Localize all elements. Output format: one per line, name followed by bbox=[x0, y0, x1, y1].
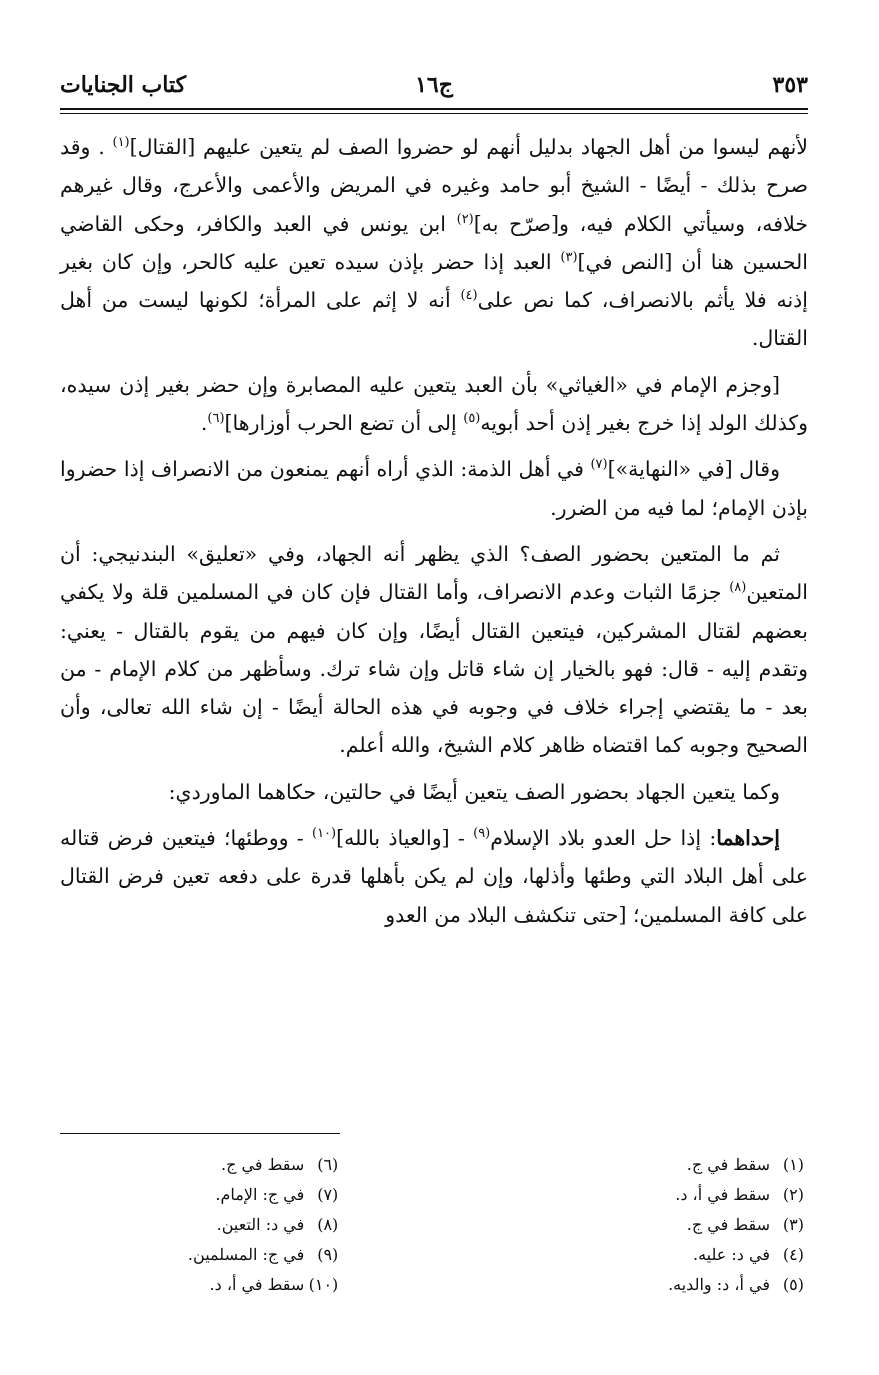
paragraph bbox=[60, 450, 808, 527]
text-run: ابن يونس في العبد والكافر، وحكى القاضي الحسين هنا أن [النص في] bbox=[60, 211, 809, 274]
paragraph bbox=[60, 773, 808, 811]
footnote-item bbox=[432, 1180, 804, 1210]
text-run: لأنهم ليسوا من أهل الجهاد بدليل أنهم لو حضروا الصف لم يتعين عليهم [القتال] bbox=[129, 135, 808, 159]
text-run: . bbox=[200, 411, 208, 436]
footnotes bbox=[60, 1150, 808, 1300]
footnote-item bbox=[432, 1270, 804, 1300]
footnote-text: سقط في أ، د. bbox=[209, 1275, 305, 1294]
footnote-item bbox=[60, 1210, 338, 1240]
footnote-number: (٤) bbox=[782, 1245, 804, 1264]
text-run: : إذا حل العدو بلاد الإسلام bbox=[490, 826, 717, 851]
volume-label: ج١٦ bbox=[415, 72, 453, 98]
text-run: أنه لا إثم على المرأة؛ لكونها ليست من أهل القتال. bbox=[60, 288, 808, 351]
footnote-reference: (١) bbox=[112, 135, 130, 151]
text-run: في أهل الذمة: الذي أراه أنهم يمنعون من الانصراف إذا حضروا بإذن الإمام؛ لما فيه من الضرر. bbox=[60, 457, 808, 520]
text-run: وكما يتعين الجهاد بحضور الصف يتعين أيضًا في حالتين، حكاهما الماوردي: bbox=[168, 779, 780, 804]
footnote-number: (٩) bbox=[317, 1245, 339, 1264]
text-run: وقال [في «النهاية»] bbox=[607, 457, 780, 482]
footnote-number: (٨) bbox=[317, 1215, 339, 1234]
text-run: جزمًا الثبات وعدم الانصراف، وأما القتال فإن كان في المسلمين قلة ولا يكفي بعضهم لقتال المشركين، فيتعين القتال أيضًا، وإن كان فيهم من يقوم بالقتال - يعني: وتقدم إليه - قال: فهو بالخيار إن شاء قاتل وإن شاء ترك. وسأظهر من كلام الإمام - من بعد - ما يقتضي إجراء خلاف في وجوبه في هذه الحالة أيضًا - إن شاء الله تعالى، وأن الصحيح وجوبه كما اقتضاه ظاهر كلام الشيخ، والله أعلم. bbox=[60, 580, 808, 758]
footnote-item bbox=[432, 1210, 804, 1240]
text-run: العبد إذا حضر بإذن سيده تعين عليه كالحر، وإن كان بغير إذنه فلا يأثم بالانصراف، كما نص على bbox=[60, 249, 809, 313]
header-rule-thin bbox=[60, 113, 808, 114]
footnote-reference: (٨) bbox=[729, 580, 747, 596]
footnote-reference: (٥) bbox=[463, 411, 481, 427]
footnote-reference: (٩) bbox=[473, 826, 491, 842]
footnote-reference: (٢) bbox=[456, 211, 474, 227]
footnote-text: سقط في أ، د. bbox=[675, 1185, 770, 1204]
footnote-separator bbox=[60, 1133, 340, 1134]
main-text bbox=[60, 128, 808, 934]
text-run: . وقد صرح بذلك - أيضًا - الشيخ أبو حامد وغيره في المريض والأعمى والأعرج، وقال غيرهم خلافه، وسيأتي الكلام فيه، و[صرّح به] bbox=[60, 135, 808, 236]
text-run: - [والعياذ بالله] bbox=[336, 826, 474, 851]
footnote-item bbox=[60, 1150, 338, 1180]
footnote-item bbox=[432, 1150, 804, 1180]
footnote-number: (٦) bbox=[317, 1155, 339, 1174]
footnote-number: (٥) bbox=[782, 1275, 804, 1294]
footnote-reference: (٦) bbox=[207, 411, 225, 427]
footnote-reference: (٤) bbox=[460, 288, 478, 304]
footnote-text: في ج: الإمام. bbox=[215, 1185, 305, 1204]
text-run: ثم ما المتعين بحضور الصف؟ الذي يظهر أنه الجهاد، وفي «تعليق» البندنيجي: أن المتعين bbox=[60, 541, 808, 605]
footnote-text: في ج: المسلمين. bbox=[187, 1245, 305, 1264]
footnote-text: سقط في ج. bbox=[686, 1155, 770, 1174]
footnote-reference: (٣) bbox=[560, 250, 578, 266]
paragraph bbox=[60, 535, 808, 765]
header-rule-thick bbox=[60, 108, 808, 110]
running-header bbox=[60, 64, 808, 106]
footnotes-column-left bbox=[60, 1150, 432, 1300]
footnote-text: في أ، د: والديه. bbox=[668, 1275, 770, 1294]
footnote-number: (١٠) bbox=[308, 1275, 339, 1294]
book-page bbox=[60, 64, 808, 942]
paragraph bbox=[60, 366, 808, 443]
footnote-item bbox=[60, 1270, 338, 1300]
book-title: كتاب الجنايات bbox=[60, 72, 187, 98]
footnote-number: (٣) bbox=[782, 1215, 804, 1234]
footnote-number: (١) bbox=[782, 1155, 804, 1174]
bold-term: إحداهما bbox=[716, 826, 780, 851]
footnote-text: في د: التعين. bbox=[216, 1215, 305, 1234]
text-run: إلى أن تضع الحرب أوزارها] bbox=[224, 411, 464, 436]
footnotes-column-right bbox=[432, 1150, 808, 1300]
page-number: ٣٥٣ bbox=[772, 72, 808, 98]
text-run: - ووطئها؛ فيتعين فرض قتاله على أهل البلاد التي وطئها وأذلها، وإن لم يكن بأهلها قدرة على دفعه تعين فرض القتال على كافة المسلمين؛ [حتى تنكشف البلاد من العدو bbox=[60, 826, 808, 927]
footnote-reference: (٧) bbox=[590, 457, 608, 473]
footnote-text: سقط في ج. bbox=[221, 1155, 305, 1174]
footnote-text: في د: عليه. bbox=[692, 1245, 770, 1264]
footnote-reference: (١٠) bbox=[311, 826, 337, 842]
paragraph bbox=[60, 128, 808, 358]
footnote-item bbox=[60, 1180, 338, 1210]
footnote-item bbox=[60, 1240, 338, 1270]
footnote-number: (٧) bbox=[317, 1185, 339, 1204]
footnote-text: سقط في ج. bbox=[686, 1215, 770, 1234]
paragraph bbox=[60, 819, 808, 934]
footnote-number: (٢) bbox=[782, 1185, 804, 1204]
footnote-item bbox=[432, 1240, 804, 1270]
text-run: [وجزم الإمام في «الغياثي» بأن العبد يتعين عليه المصابرة وإن حضر بغير إذن سيده، وكذلك الولد إذا خرج بغير إذن أحد أبويه bbox=[60, 372, 808, 436]
